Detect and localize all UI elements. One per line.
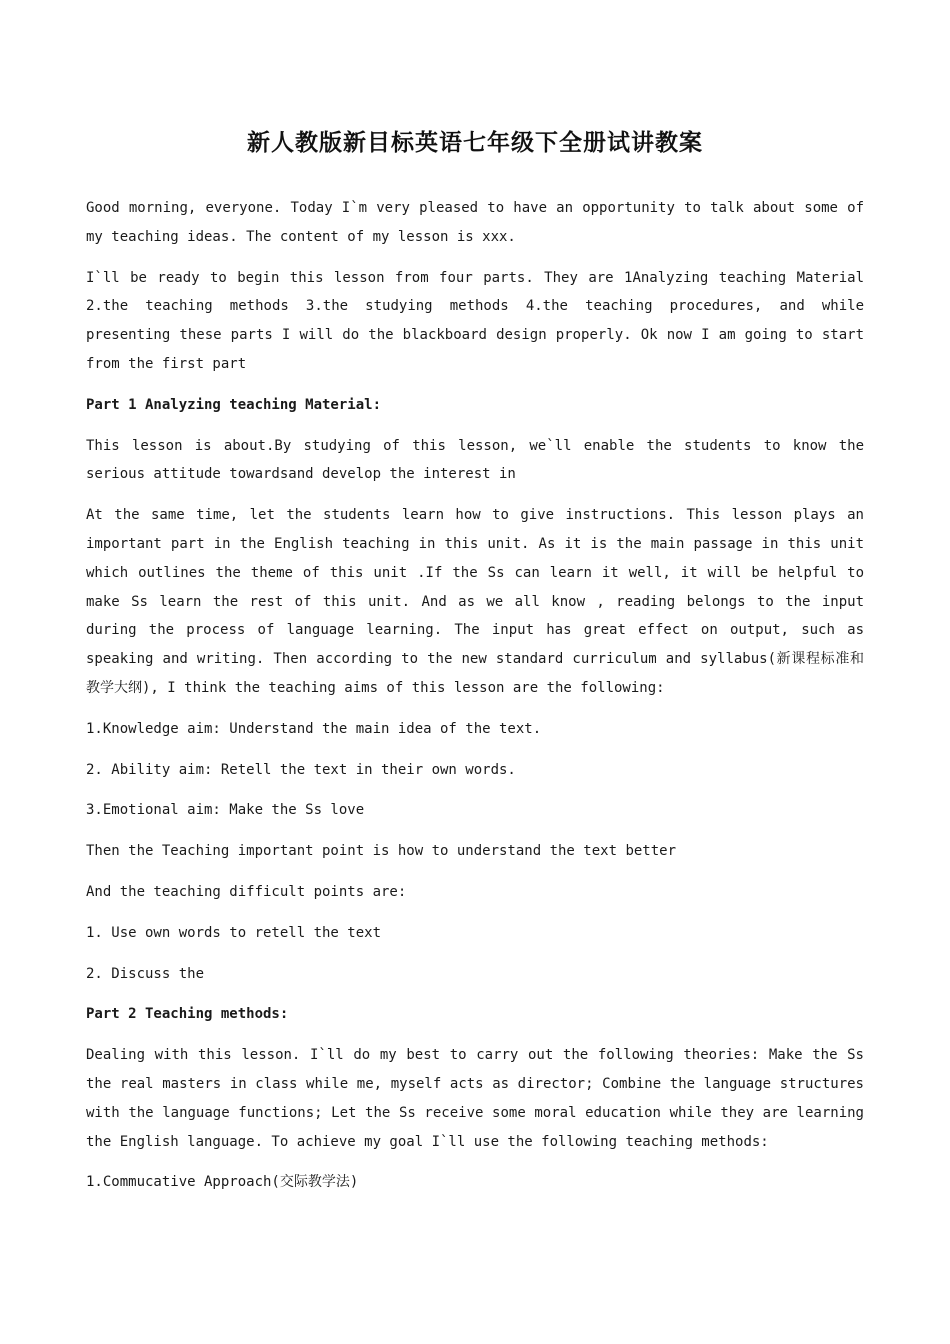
document-title: 新人教版新目标英语七年级下全册试讲教案 (247, 129, 703, 156)
difficult-points-intro: And the teaching difficult points are: (86, 883, 407, 900)
section-heading-part-2: Part 2 Teaching methods: (86, 1006, 289, 1023)
aim-ability: 2. Ability aim: Retell the text in their own words. (86, 761, 516, 778)
aim-emotional: 3.Emotional aim: Make the Ss love (86, 802, 365, 819)
difficult-point-2: 2. Discuss the (86, 965, 205, 982)
important-point: Then the Teaching important point is how to understand the text better (86, 843, 677, 860)
document-body (86, 194, 864, 1209)
lesson-about-paragraph: This lesson is about.By studying of this lesson, we`ll enable the students to know the serious attitude towardsand develop the interest in (86, 437, 864, 483)
intro-paragraph: Good morning, everyone. Today I`m very pleased to have an opportunity to talk about some of my teaching ideas. The content of my lesson is xxx. (86, 200, 864, 245)
method-1: 1.Commucative Approach(交际教学法) (86, 1174, 359, 1191)
section-heading-part-1: Part 1 Analyzing teaching Material: (86, 396, 382, 413)
outline-paragraph: I`ll be ready to begin this lesson from four parts. They are 1Analyzing teaching Material 2.the teaching methods 3.the studying methods 4.the teaching procedures, and while presenting these parts I will do the blackboard design properly. Ok now I am going to start from the first part (86, 269, 864, 372)
lesson-importance-paragraph: At the same time, let the students learn how to give instructions. This lesson plays an important part in the English teaching in this unit. As it is the main passage in this unit which outlines the theme of this unit .If the Ss can learn it well, it will be helpful to make Ss learn the rest of this unit. And as we all know , reading belongs to the input during the process of language learning. The input has great effect on output, such as speaking and writing. Then according to the new standard curriculum and syllabus(新课程标准和教学大纲), I think the teaching aims of this lesson are the following: (86, 507, 864, 696)
difficult-point-1: 1. Use own words to retell the text (86, 924, 382, 941)
aim-knowledge: 1.Knowledge aim: Understand the main idea of the text. (86, 720, 542, 737)
methods-paragraph: Dealing with this lesson. I`ll do my best to carry out the following theories: Make the Ss the real masters in class while me, myself acts as director; Combine the language structures with the language functions; Let the Ss receive some moral education while they are learning the English language. To achieve my goal I`ll use the following teaching methods: (86, 1047, 864, 1150)
